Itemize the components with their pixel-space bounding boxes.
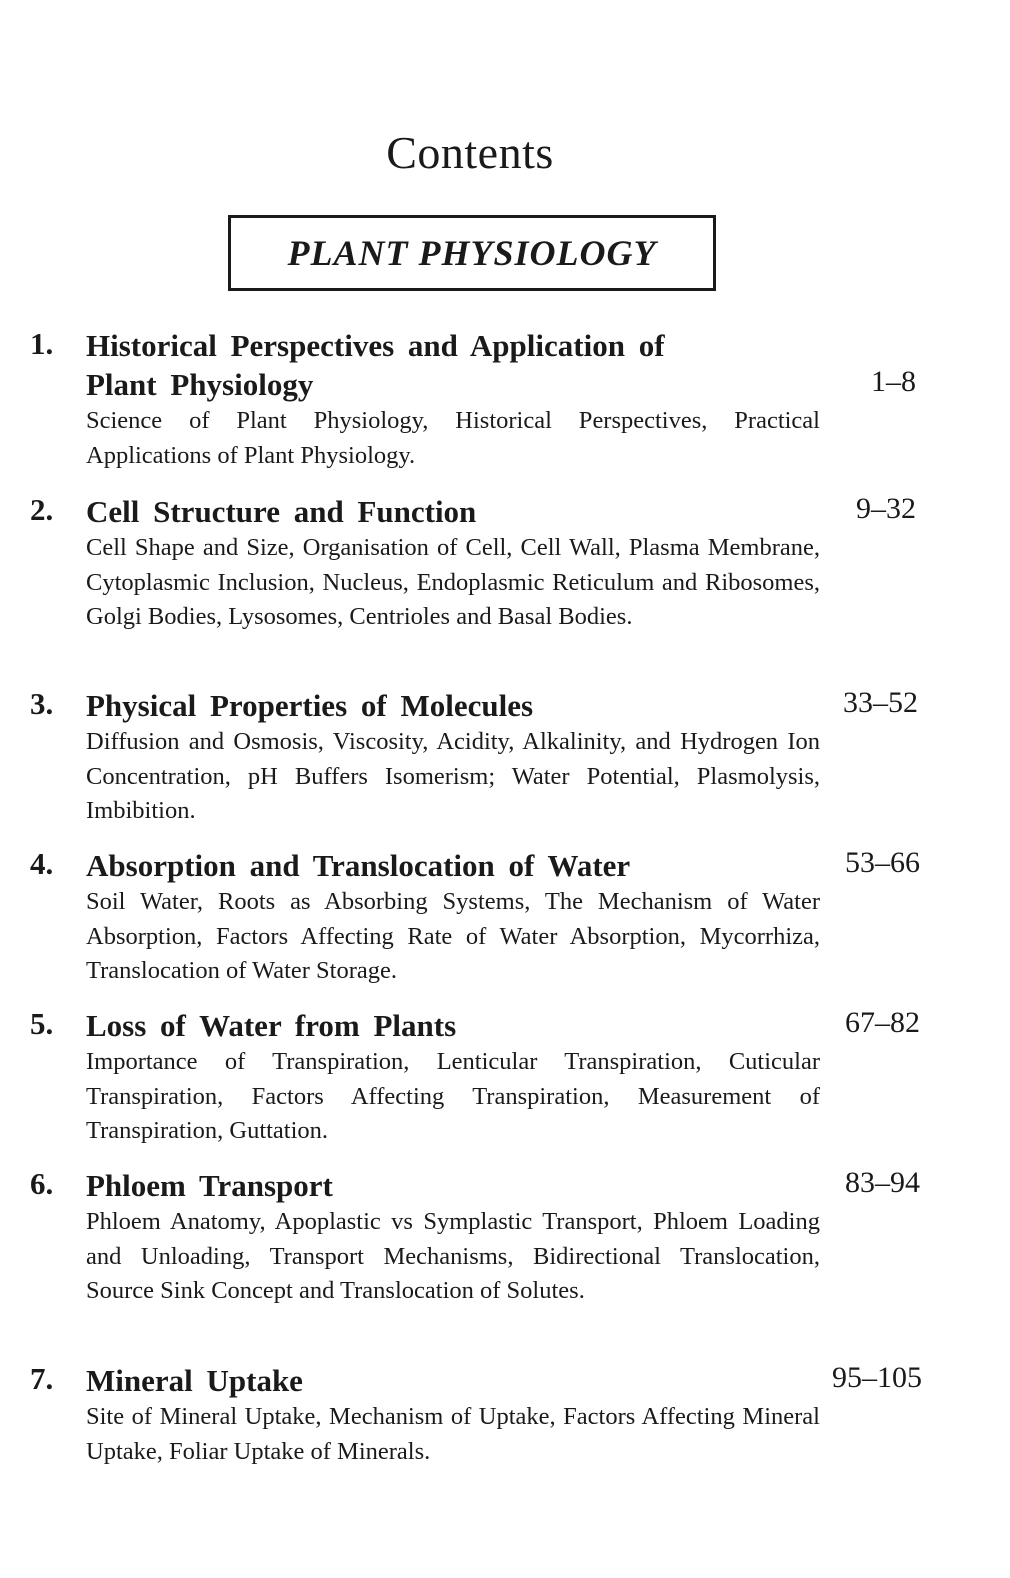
page-range: 83–94 [845, 1166, 920, 1199]
chapter-number: 1. [30, 326, 54, 361]
page-range: 67–82 [845, 1006, 920, 1039]
page-range: 1–8 [871, 365, 916, 398]
chapter-number: 3. [30, 686, 54, 721]
chapter-topics: Phloem Anatomy, Apoplastic vs Symplastic Transport, Phloem Loading and Unloading, Transport Mechanisms, Bidirectional Translocation, Source Sink Concept and Translocation of Solutes. [86, 1208, 820, 1304]
chapter-title: Historical Perspectives and Application of Plant Physiology [86, 328, 665, 402]
toc-entry[interactable] [30, 1006, 930, 1156]
chapter-number: 6. [30, 1166, 54, 1201]
toc-entry[interactable] [30, 846, 930, 996]
chapter-title: Absorption and Translocation of Water [86, 848, 631, 883]
page-title: Contents [386, 127, 554, 178]
chapter-number: 4. [30, 846, 54, 881]
page-range: 95–105 [832, 1361, 922, 1394]
page-range: 9–32 [856, 492, 916, 525]
toc-entry[interactable] [30, 492, 930, 672]
page-range: 53–66 [845, 846, 920, 879]
toc-entry[interactable] [30, 326, 930, 476]
chapter-title: Cell Structure and Function [86, 494, 477, 529]
chapter-title: Phloem Transport [86, 1168, 333, 1203]
chapter-title: Physical Properties of Molecules [86, 688, 534, 723]
toc-entry[interactable] [30, 1361, 930, 1481]
chapter-number: 2. [30, 492, 54, 527]
chapter-title: Mineral Uptake [86, 1363, 303, 1398]
chapter-title: Loss of Water from Plants [86, 1008, 457, 1043]
chapter-topics: Soil Water, Roots as Absorbing Systems, The Mechanism of Water Absorption, Factors Affecting Rate of Water Absorption, Mycorrhiza, Translocation of Water Storage. [86, 888, 820, 984]
toc-entry[interactable] [30, 1166, 930, 1351]
chapter-topics: Cell Shape and Size, Organisation of Cell, Cell Wall, Plasma Membrane, Cytoplasmic Inclusion, Nucleus, Endoplasmic Reticulum and Ribosomes, Golgi Bodies, Lysosomes, Centrioles and Basal Bodies. [86, 534, 820, 630]
chapter-topics: Importance of Transpiration, Lenticular Transpiration, Cuticular Transpiration, Factors Affecting Transpiration, Measurement of Transpiration, Guttation. [86, 1048, 820, 1144]
chapter-topics: Site of Mineral Uptake, Mechanism of Uptake, Factors Affecting Mineral Uptake, Foliar Uptake of Minerals. [86, 1403, 820, 1465]
chapter-topics: Diffusion and Osmosis, Viscosity, Acidity, Alkalinity, and Hydrogen Ion Concentration, pH Buffers Isomerism; Water Potential, Plasmolysis, Imbibition. [86, 728, 820, 824]
chapter-number: 5. [30, 1006, 54, 1041]
page-range: 33–52 [843, 686, 918, 719]
section-heading: PLANT PHYSIOLOGY [287, 233, 657, 273]
chapter-number: 7. [30, 1361, 54, 1396]
toc-entry[interactable] [30, 686, 930, 836]
chapter-topics: Science of Plant Physiology, Historical Perspectives, Practical Applications of Plant Physiology. [86, 407, 820, 469]
section-heading-box [228, 215, 716, 291]
